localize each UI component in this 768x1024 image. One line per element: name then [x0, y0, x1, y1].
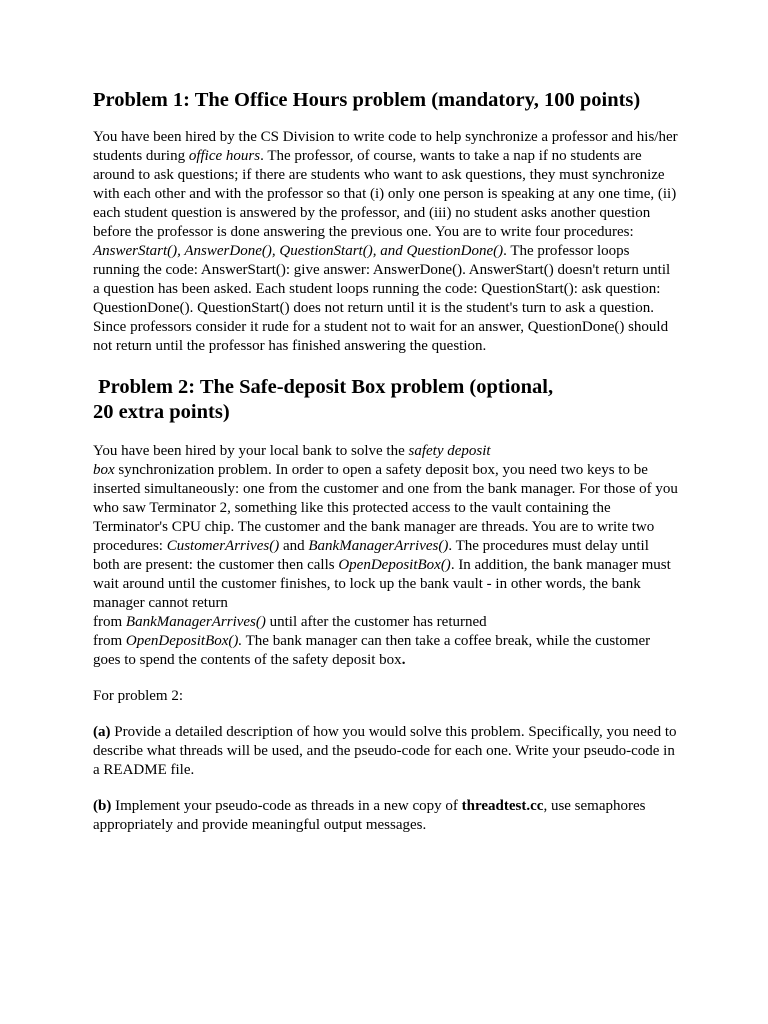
text-run: The bank manager can then take a coffee break, while the customer goes to spend the contents of the safety deposit box: [93, 633, 651, 668]
text-run: , use semaphores appropriately and provide meaningful output messages.: [93, 798, 646, 833]
text-run: You have been hired by your local bank to solve the: [93, 443, 409, 459]
text-run: and: [279, 538, 309, 554]
text-run: . The procedures must delay until both are present: the customer then calls: [93, 538, 649, 573]
open-deposit-box-emphasis: OpenDepositBox(): [338, 557, 451, 573]
safety-deposit-emphasis: safety deposit: [408, 443, 491, 459]
box-emphasis: box: [93, 462, 115, 478]
problem-1-body: [93, 128, 678, 356]
item-b: [93, 797, 678, 835]
for-problem-2-label: For problem 2:: [93, 688, 183, 704]
office-hours-emphasis: office hours: [188, 148, 261, 164]
text-run: until after the customer has returned: [265, 614, 487, 630]
item-a-text: Provide a detailed description of how you would solve this problem. Specifically, you need to describe what threads will be used, and the pseudo-code for each one. Write your pseudo-code in a README file.: [93, 724, 677, 778]
threadtest-filename: threadtest.cc: [461, 798, 544, 814]
bank-manager-arrives-emphasis: BankManagerArrives(): [125, 614, 266, 630]
text-run: procedures:: [93, 538, 167, 554]
text-run: . The professor loops running the code: AnswerStart(): give answer: AnswerDone(). AnswerStart() doesn't return until a question has been asked. Each student loops running the code: QuestionStart(): ask question: QuestionDone(). QuestionStart() does not return until it is the student's turn to ask a question. Since professors consider it rude for a student not to wait for an answer, QuestionDone() should not return until the professor has finished answering the question.: [93, 243, 671, 354]
problem-1-title: Problem 1: The Office Hours problem (mandatory, 100 points): [93, 89, 641, 111]
text-run: . The professor, of course, wants to take a nap if no students are around to ask questions; if there are students who want to ask questions, they must synchronize with each other and with the professor so that (i) only one person is speaking at any one time, (ii) each student question is answered by the professor, and (iii) no student asks another question before the professor is done answering the previous one. You are to write four procedures:: [93, 148, 677, 240]
text-run: You have been hired by the CS Division to write code to help synchronize a professor and his/her students during: [93, 129, 678, 164]
text-run: from: [93, 633, 126, 649]
procedures-list-emphasis: AnswerStart(), AnswerDone(), QuestionStart(), and QuestionDone(): [93, 243, 504, 259]
period-bold: .: [401, 652, 406, 668]
customer-arrives-emphasis: CustomerArrives(): [166, 538, 280, 554]
item-a: [93, 723, 678, 780]
text-run: from: [93, 614, 126, 630]
open-deposit-box-emphasis: OpenDepositBox().: [125, 633, 243, 649]
problem-2-title-line-2: 20 extra points): [93, 401, 230, 423]
text-run: synchronization problem. In order to open a safety deposit box, you need two keys to be inserted simultaneously: one from the customer and one from the bank manager. For those of you who saw Terminator 2, something like this protected access to the vault containing the Terminator's CPU chip. The customer and the bank manager are threads. You are to write two: [93, 462, 678, 535]
item-a-label: (a): [93, 724, 111, 740]
text-run: . In addition, the bank manager must wait around until the customer finishes, to lock up the bank vault - in other words, the bank manager cannot return: [93, 557, 671, 611]
problem-2-title-line-1: Problem 2: The Safe-deposit Box problem (optional,: [98, 376, 554, 398]
item-b-label: (b): [93, 798, 112, 814]
text-run: Implement your pseudo-code as threads in a new copy of: [111, 798, 462, 814]
problem-2-title: [93, 375, 678, 425]
bank-manager-arrives-emphasis: BankManagerArrives(): [308, 538, 449, 554]
problem-2-body: [93, 442, 678, 670]
